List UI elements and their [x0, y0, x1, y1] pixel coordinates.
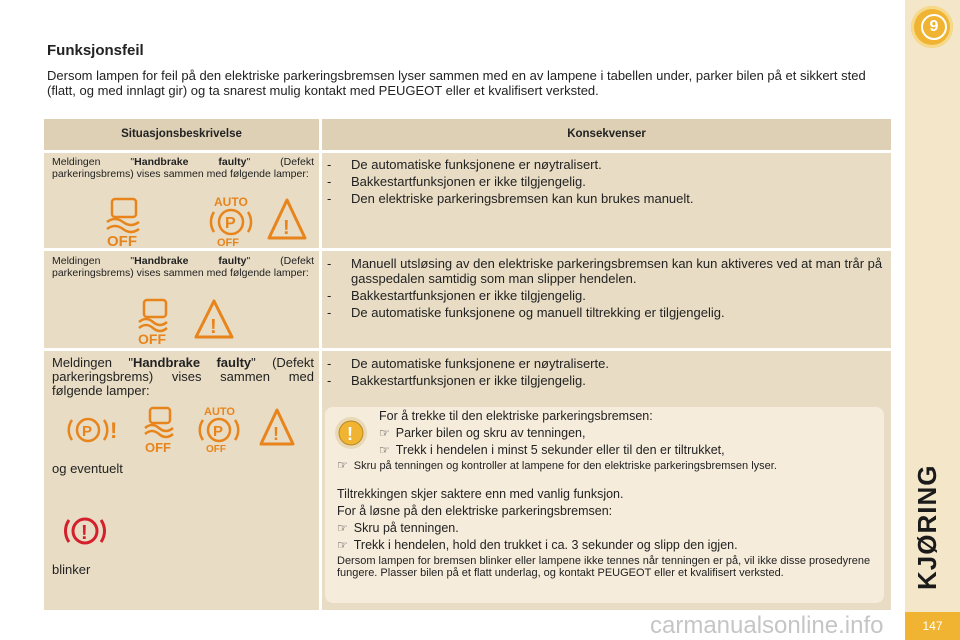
page-number: 147	[905, 612, 960, 640]
note-line: For å løsne på den elektriske parkeringsbremsen:	[337, 504, 613, 518]
and-optionally-label: og eventuelt	[52, 461, 123, 476]
hill-assist-off-icon	[145, 408, 173, 437]
note-text: Skru på tenningen.	[353, 521, 459, 535]
hill-assist-off-icon	[107, 199, 139, 232]
desc-text: " (Defekt parkeringsbrems) vises sammen med følgende lamper:	[52, 156, 314, 180]
note-line	[337, 521, 459, 535]
chapter-number: 9	[921, 14, 947, 40]
hill-assist-off-icon	[139, 300, 167, 331]
row1-consequences	[327, 157, 887, 208]
pointing-hand-icon: ☞	[337, 538, 348, 552]
consequence-item: - Bakkestartfunksjonen er ikke tilgjengelig.	[327, 174, 887, 189]
pointing-hand-icon: ☞	[337, 458, 348, 472]
warning-triangle-icon	[261, 410, 293, 444]
off-text: OFF	[107, 233, 137, 250]
note-line: Dersom lampen for bremsen blinker eller lampene ikke tennes når tenningen er på, vil ikke disse prosedyrene fungere. Plasser bilen på et flatt underlag, og kontakt PEUGEOT eller et kvalifisert verksted.	[337, 555, 871, 579]
excl-text: !	[81, 522, 88, 544]
column-header-consequences: Konsekvenser	[322, 119, 891, 150]
column-divider	[319, 119, 322, 610]
off-text: OFF	[138, 331, 166, 347]
consequence-item: - De automatiske funksjonene og manuell tiltrekking er tilgjengelig.	[327, 305, 887, 320]
note-line: Tiltrekkingen skjer saktere enn med vanlig funksjon.	[337, 487, 624, 501]
note-line	[379, 443, 725, 457]
auto-text: AUTO	[214, 195, 248, 209]
row2-warning-lamps	[134, 297, 244, 347]
consequence-item: - Bakkestartfunksjonen er ikke tilgjengelig.	[327, 373, 887, 388]
excl-text: !	[210, 316, 217, 338]
row3-warning-lamps	[66, 404, 316, 456]
off-text: OFF	[206, 444, 226, 455]
note-line	[337, 459, 890, 472]
brake-warning-icon	[63, 512, 107, 550]
desc-text: Meldingen "	[52, 156, 135, 168]
consequence-item: - Manuell utsløsing av den elektriske parkeringsbremsen kan kun aktiveres ved at man trår på gasspedalen samtidig som man slipper hendelen.	[327, 256, 887, 286]
note-text: Parker bilen og skru av tenningen,	[395, 426, 586, 440]
row-divider	[44, 150, 891, 153]
warning-triangle-icon	[269, 200, 305, 239]
excl-text: !	[110, 418, 118, 443]
row2-consequences	[327, 256, 887, 322]
row1-description	[52, 157, 314, 180]
row3-consequences	[327, 356, 887, 390]
note-text: Trekk i hendelen i minst 5 sekunder eller til den er tiltrukket,	[395, 443, 725, 457]
pointing-hand-icon: ☞	[337, 521, 348, 535]
note-line: For å trekke til den elektriske parkeringsbremsen:	[379, 409, 653, 423]
flashing-label: blinker	[52, 562, 91, 577]
section-title: Funksjonsfeil	[47, 42, 144, 59]
pointing-hand-icon: ☞	[379, 443, 390, 457]
p-text: P	[225, 215, 236, 232]
message-label: Handbrake faulty	[134, 255, 247, 267]
chapter-badge	[911, 6, 953, 48]
pointing-hand-icon: ☞	[379, 426, 390, 440]
desc-text: Meldingen "	[52, 255, 135, 267]
excl-text: !	[347, 424, 353, 444]
row2-description	[52, 256, 314, 279]
message-label: Handbrake faulty	[134, 156, 247, 168]
desc-text: " (Defekt parkeringsbrems) vises sammen med følgende lamper:	[52, 355, 314, 398]
excl-text: !	[283, 217, 290, 239]
auto-text: AUTO	[204, 406, 235, 418]
instruction-note	[325, 407, 884, 603]
note-line	[337, 538, 738, 552]
note-text: Skru på tenningen og kontroller at lampene for den elektriske parkeringsbremsen lyser.	[353, 460, 777, 472]
excl-text: !	[273, 424, 279, 444]
warning-triangle-icon	[196, 301, 232, 338]
note-text: Trekk i hendelen, hold den trukket i ca. 3 sekunder og slipp den igjen.	[353, 538, 738, 552]
row3-description	[52, 356, 314, 398]
desc-text: " (Defekt parkeringsbrems) vises sammen med følgende lamper:	[52, 255, 314, 279]
consequence-item: - De automatiske funksjonene er nøytraliserte.	[327, 356, 887, 371]
p-text: P	[82, 423, 93, 440]
row1-warning-lamps	[97, 194, 317, 250]
p-text: P	[213, 423, 224, 440]
off-text: OFF	[217, 237, 239, 249]
message-label: Handbrake faulty	[132, 355, 252, 370]
watermark: carmanualsonline.info	[650, 612, 884, 639]
off-text: OFF	[145, 440, 171, 455]
consequence-item: - De automatiske funksjonene er nøytralisert.	[327, 157, 887, 172]
warning-info-icon	[333, 415, 369, 451]
intro-paragraph: Dersom lampen for feil på den elektriske parkeringsbremsen lyser sammen med en av lampene i tabellen under, parker bilen på et sikkert sted (flatt, og med innlagt gir) og ta snarest mulig kontakt med PEUGEOT eller et kvalifisert verksted.	[47, 68, 866, 98]
consequence-item: - Bakkestartfunksjonen er ikke tilgjengelig.	[327, 288, 887, 303]
row-divider	[44, 348, 891, 351]
column-header-situation: Situasjonsbeskrivelse	[44, 119, 319, 150]
consequence-item: - Den elektriske parkeringsbremsen kan kun brukes manuelt.	[327, 191, 887, 206]
side-title: KJØRING	[912, 464, 942, 590]
note-line	[379, 426, 585, 440]
desc-text: Meldingen "	[52, 355, 133, 370]
